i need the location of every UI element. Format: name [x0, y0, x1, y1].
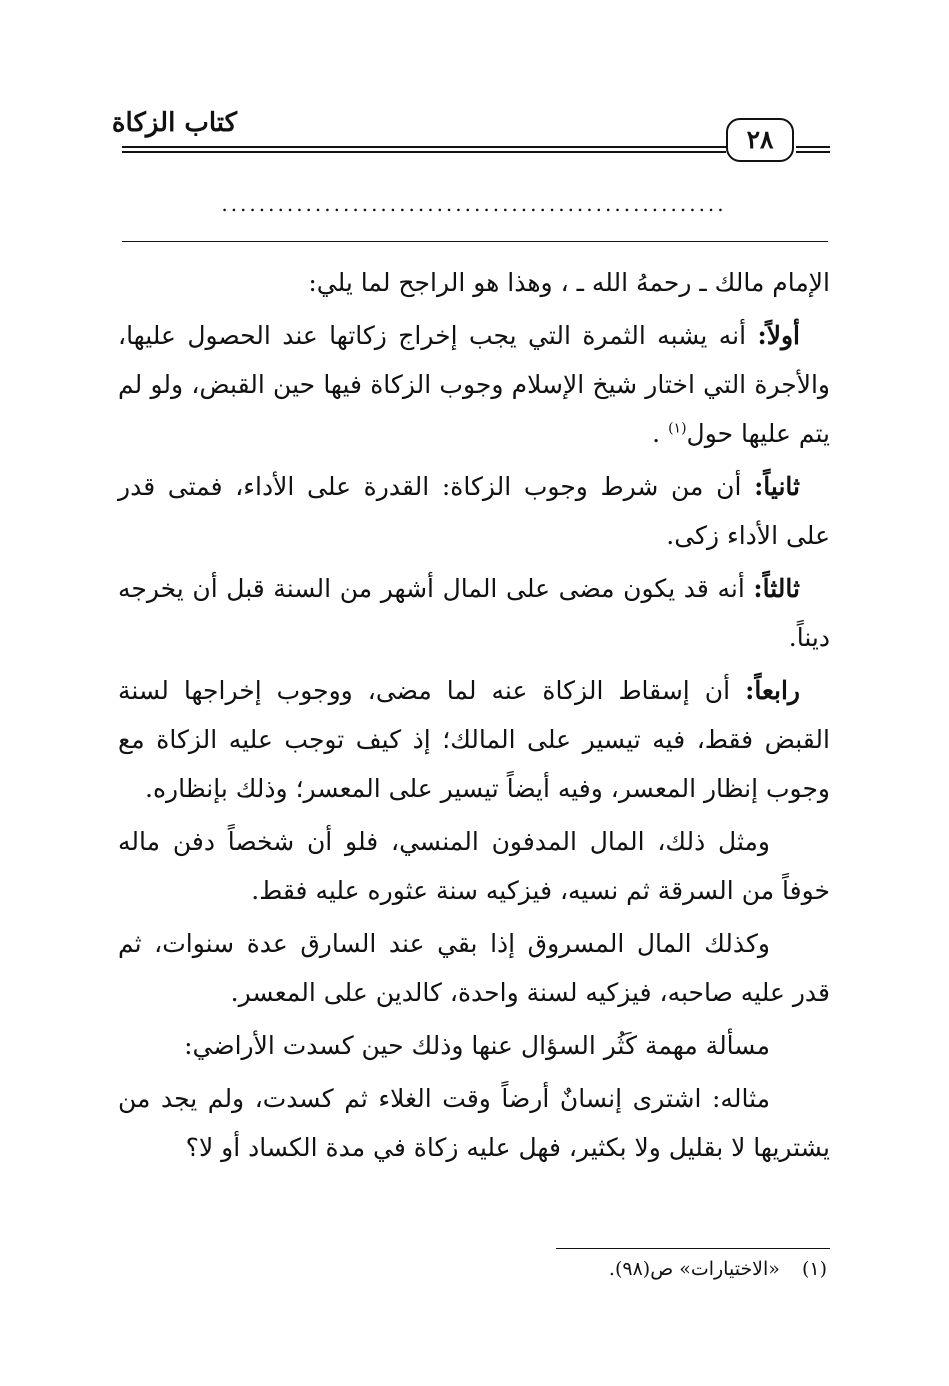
point-first-label: أولاً:: [757, 321, 800, 350]
separator-rule: [122, 241, 828, 242]
paragraph-stolen-money: [118, 919, 830, 1017]
paragraph-fourth: [118, 666, 830, 813]
paragraph-example: [118, 1074, 830, 1172]
paragraph-intro: [118, 258, 830, 307]
paragraph-first: [118, 311, 830, 458]
header-rule-top: [122, 146, 726, 148]
paragraph-buried-money: [118, 817, 830, 915]
important-issue-text: مسألة مهمة كَثُر السؤال عنها وذلك حين كسدت الأراضي:: [184, 1031, 770, 1060]
header-rule-bottom: [122, 151, 726, 153]
buried-money-text: ومثل ذلك، المال المدفون المنسي، فلو أن شخصاً دفن ماله خوفاً من السرقة ثم نسيه، فيزكيه سنة عثوره عليه فقط.: [118, 827, 830, 905]
footnote-text: «الاختيارات» ص(٩٨).: [608, 1258, 780, 1280]
book-title: كتاب الزكاة: [111, 108, 237, 138]
point-third-text: أنه قد يكون مضى على المال أشهر من السنة قبل أن يخرجه ديناً.: [118, 574, 830, 652]
footnote-rule: [556, 1248, 830, 1249]
footnote-reference[interactable]: (١): [668, 420, 687, 437]
point-first-end: .: [652, 419, 669, 448]
paragraph-second: [118, 462, 830, 560]
point-first-text: أنه يشبه الثمرة التي يجب إخراج زكاتها عند الحصول عليها، والأجرة التي اختار شيخ الإسلام وجوب الزكاة فيها حين القبض، ولو لم يتم عليها حول: [118, 321, 830, 448]
body-text: [118, 258, 830, 1176]
point-fourth-text: أن إسقاط الزكاة عنه لما مضى، ووجوب إخراجها لسنة القبض فقط، فيه تيسير على المالك؛ إذ كيف توجب عليه الزكاة مع وجوب إنظار المعسر، وفيه أيضاً تيسير على المعسر؛ وذلك بإنظاره.: [118, 676, 830, 803]
point-second-label: ثانياً:: [754, 472, 800, 501]
stolen-money-text: وكذلك المال المسروق إذا بقي عند السارق عدة سنوات، ثم قدر عليه صاحبه، فيزكيه لسنة واحدة، كالدين على المعسر.: [118, 929, 830, 1007]
point-second-text: أن من شرط وجوب الزكاة: القدرة على الأداء، فمتى قدر على الأداء زكى.: [118, 472, 830, 550]
paragraph-intro-text: الإمام مالك ـ رحمهُ الله ـ ، وهذا هو الراجح لما يلي:: [308, 268, 830, 297]
point-fourth-label: رابعاً:: [745, 676, 800, 705]
page-number-rule-bottom: [796, 151, 830, 153]
page-number: ٢٨: [726, 118, 794, 162]
paragraph-third: [118, 564, 830, 662]
footnote-number: (١): [801, 1258, 827, 1280]
paragraph-important-issue: [118, 1021, 830, 1070]
dotted-separator: ......................................................: [221, 192, 727, 214]
example-text: مثاله: اشترى إنسانٌ أرضاً وقت الغلاء ثم كسدت، ولم يجد من يشتريها لا بقليل ولا بكثير، فهل عليه زكاة في مدة الكساد أو لا؟: [118, 1084, 830, 1162]
page-number-rule-top: [796, 146, 830, 148]
point-third-label: ثالثاً:: [753, 574, 800, 603]
footnote: [609, 1258, 827, 1280]
